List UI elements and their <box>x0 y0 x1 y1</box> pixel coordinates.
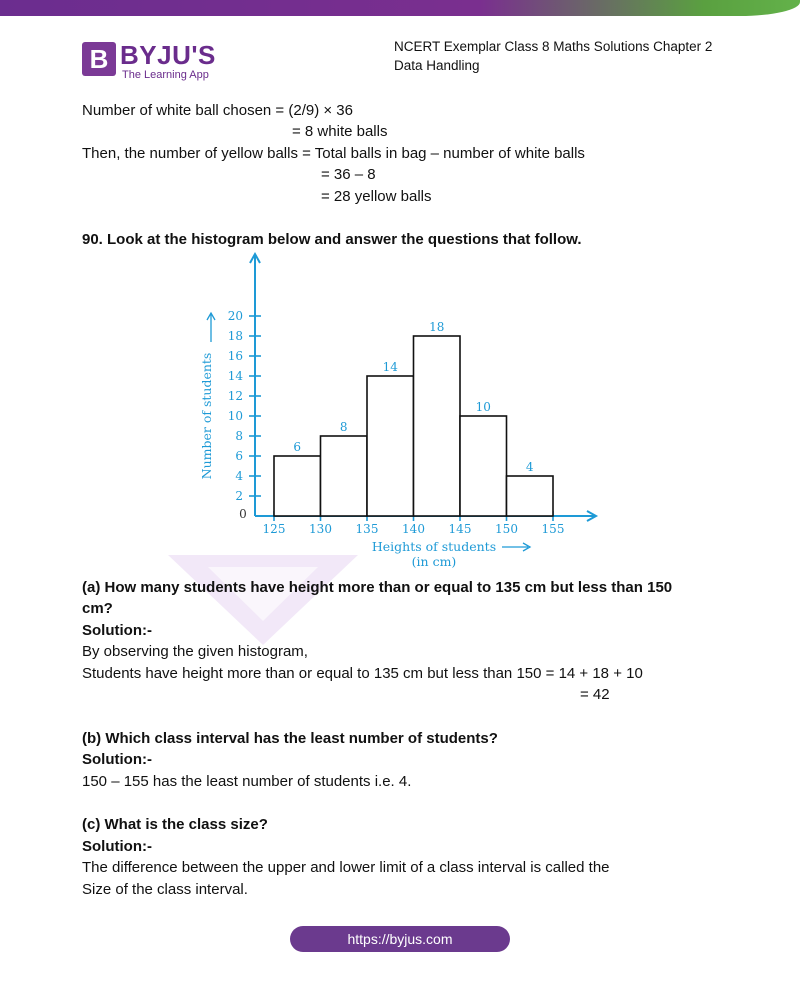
x-tick-label: 140 <box>402 522 425 536</box>
text-line: Number of white ball chosen = (2/9) × 36 <box>82 102 353 119</box>
histogram-bar <box>367 376 414 516</box>
y-tick-label: 12 <box>227 389 243 403</box>
histogram-bar <box>321 436 368 516</box>
logo-letter: B <box>89 44 109 74</box>
y-tick-label: 4 <box>235 469 243 483</box>
part-b-question: (b) Which class interval has the least number of students? <box>82 730 498 747</box>
y-tick-label: 6 <box>235 449 243 463</box>
x-tick-label: 150 <box>495 522 518 536</box>
part-c-line: Size of the class interval. <box>82 881 248 898</box>
y-axis-title: Number of students <box>199 352 214 480</box>
top-brand-bar <box>0 0 800 16</box>
x-tick-label: 135 <box>355 522 379 536</box>
bar-value-label: 10 <box>475 400 491 414</box>
x-tick-label: 125 <box>262 522 286 536</box>
origin-label: 0 <box>239 507 247 521</box>
x-axis-unit: (in cm) <box>411 554 457 569</box>
footer-url-badge[interactable] <box>290 926 510 952</box>
part-a-solution-label: Solution:- <box>82 622 152 639</box>
question-heading: 90. Look at the histogram below and answer the questions that follow. <box>82 231 582 248</box>
histogram-chart <box>196 248 616 578</box>
part-a-line: Students have height more than or equal to 135 cm but less than 150 = 14 + 18 + 10 <box>82 665 643 682</box>
part-b-solution-label: Solution:- <box>82 751 152 768</box>
text-line: Then, the number of yellow balls = Total balls in bag – number of white balls <box>82 145 585 162</box>
part-a-line: By observing the given histogram, <box>82 643 308 660</box>
text-line: = 36 – 8 <box>321 166 376 183</box>
part-a-question-cont: cm? <box>82 600 113 617</box>
x-tick-label: 145 <box>448 522 472 536</box>
logo-mark <box>82 42 116 76</box>
y-tick-label: 2 <box>235 489 243 503</box>
footer-url[interactable]: https://byjus.com <box>347 931 453 947</box>
logo-wordmark: BYJU'S <box>120 40 216 70</box>
part-c-line: The difference between the upper and lower limit of a class interval is called the <box>82 859 610 876</box>
bar-value-label: 8 <box>339 420 348 434</box>
histogram-bar <box>274 456 321 516</box>
x-tick-label: 130 <box>309 522 332 536</box>
y-tick-label: 14 <box>227 369 243 383</box>
part-c-question: (c) What is the class size? <box>82 816 268 833</box>
part-a-result: = 42 <box>580 686 610 703</box>
x-axis-title: Heights of students <box>371 539 497 554</box>
bar-value-label: 6 <box>293 440 302 454</box>
bar-value-label: 18 <box>429 320 445 334</box>
histogram-bar <box>414 336 461 516</box>
part-b-line: 150 – 155 has the least number of students i.e. 4. <box>82 773 412 790</box>
part-a-question: (a) How many students have height more than or equal to 135 cm but less than 150 <box>82 579 673 596</box>
byjus-logo <box>82 40 232 86</box>
y-tick-label: 10 <box>227 409 243 423</box>
part-c-solution-label: Solution:- <box>82 838 152 855</box>
x-tick-label: 155 <box>541 522 565 536</box>
text-line: = 28 yellow balls <box>321 188 432 205</box>
bar-value-label: 14 <box>382 360 398 374</box>
document-header-title: NCERT Exemplar Class 8 Maths Solutions Chapter 2 Data Handling <box>394 39 713 73</box>
y-tick-label: 18 <box>227 329 243 343</box>
y-tick-label: 20 <box>227 309 243 323</box>
y-tick-label: 16 <box>227 349 243 363</box>
bar-value-label: 4 <box>525 460 534 474</box>
logo-tagline: The Learning App <box>122 69 209 81</box>
histogram-bar <box>460 416 507 516</box>
histogram-bar <box>507 476 554 516</box>
text-line: = 8 white balls <box>292 123 388 140</box>
y-tick-label: 8 <box>235 429 243 443</box>
